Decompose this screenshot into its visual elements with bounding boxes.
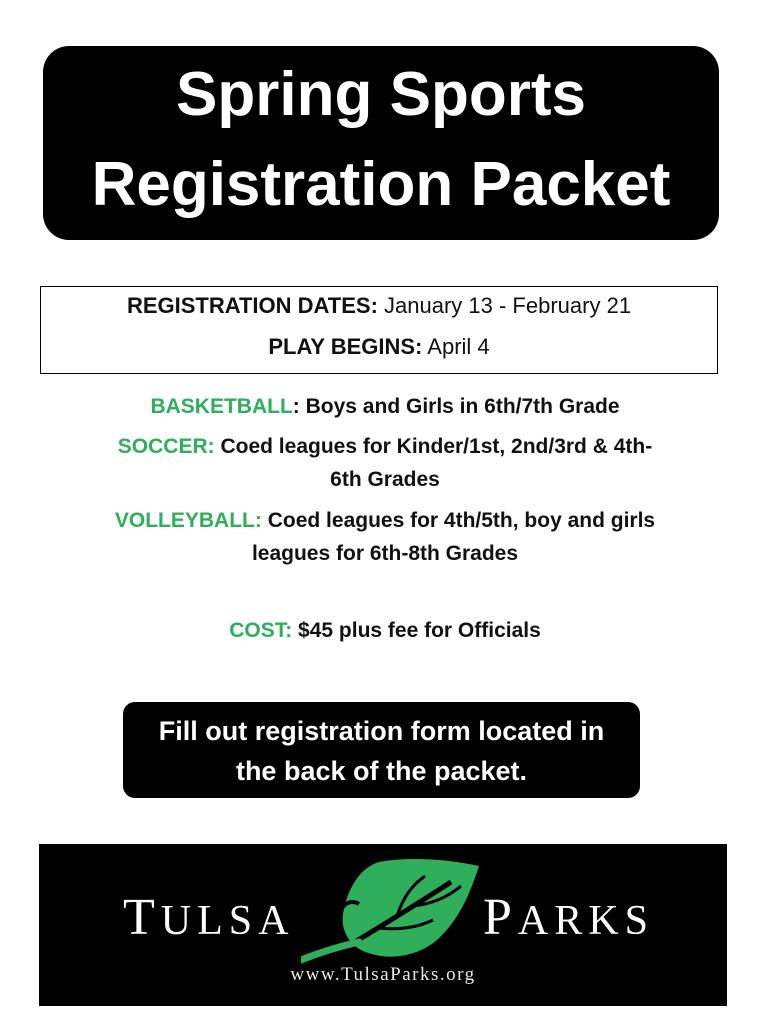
registration-callout [123,702,640,798]
registration-dates-label: REGISTRATION DATES: [126,293,378,318]
leaf-logo-icon [301,856,483,964]
brand-tulsa-rest: ULSA [160,898,295,944]
soccer-label: SOCCER: [117,435,215,458]
tulsa-parks-footer [39,844,727,1006]
soccer-text-2: 6th Grades [330,468,440,491]
basketball-label: BASKETBALL [150,395,293,418]
brand-parks-rest: ARKS [517,898,654,944]
brand-tulsa [123,888,294,947]
volleyball-line [40,504,730,570]
callout-text [123,711,640,791]
play-begins-row [41,332,717,362]
registration-dates-row [41,291,717,321]
callout-line2: the back of the packet. [235,756,528,786]
cost-line [40,614,730,647]
play-begins-value: April 4 [427,334,490,359]
title-banner [43,46,719,240]
play-begins-label: PLAY BEGINS: [268,334,423,359]
page-title-line2: Registration Packet [91,150,671,219]
page-title-line1: Spring Sports [176,60,586,129]
volleyball-text-2: leagues for 6th-8th Grades [251,542,519,565]
brand-parks-initial: P [483,889,518,946]
volleyball-text-1: Coed leagues for 4th/5th, boy and girls [267,509,656,532]
callout-line1: Fill out registration form located in [158,716,605,746]
website-url[interactable]: www.TulsaParks.org [290,964,476,985]
cost-value: $45 plus fee for Officials [298,619,541,642]
cost-label: COST: [229,619,293,642]
volleyball-label: VOLLEYBALL: [114,509,262,532]
soccer-line [40,430,730,496]
brand-tulsa-initial: T [123,889,161,946]
soccer-text-1: Coed leagues for Kinder/1st, 2nd/3rd & 4th- [220,435,653,458]
basketball-text: : Boys and Girls in 6th/7th Grade [292,395,620,418]
basketball-line [40,390,730,423]
brand-parks [483,888,654,947]
dates-box [40,286,718,374]
registration-dates-value: January 13 - February 21 [384,293,632,318]
